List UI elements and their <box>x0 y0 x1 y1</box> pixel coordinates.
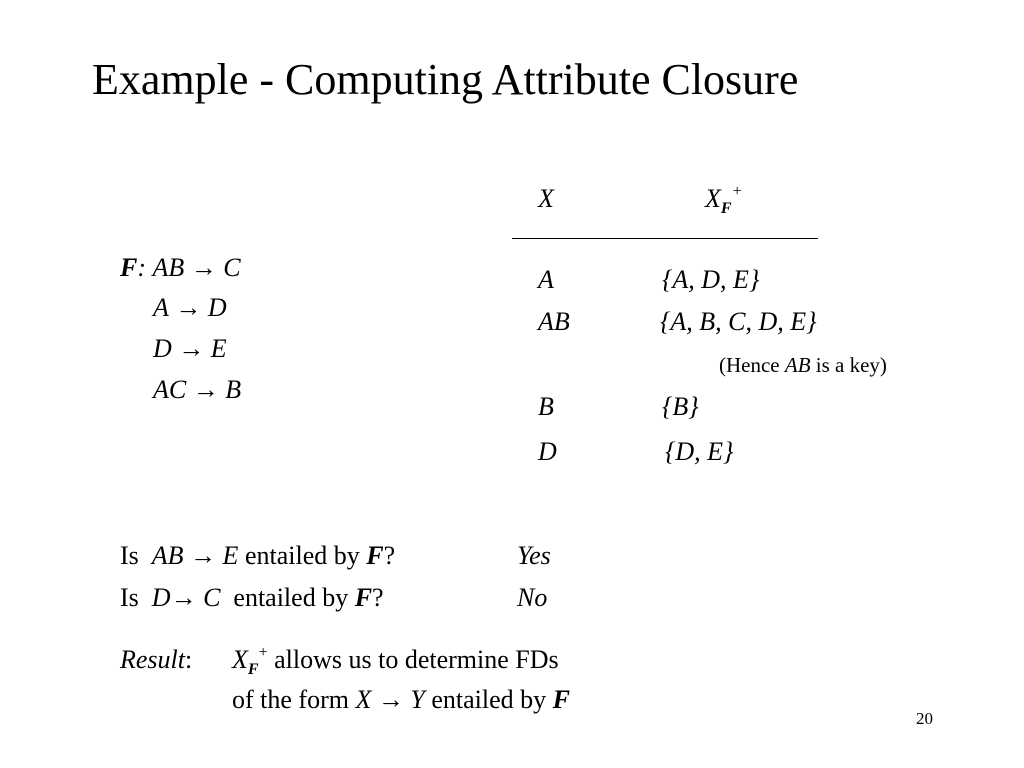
result-x-superscript: + <box>258 644 268 661</box>
key-note-em: AB <box>784 353 811 377</box>
question-2-answer: No <box>517 583 548 612</box>
fd-colon: : <box>137 253 147 282</box>
closure-row-value: {D, E} <box>665 437 734 466</box>
fd-lhs: AC <box>153 375 187 404</box>
question-rhs: E <box>222 541 239 570</box>
closure-row-value: {B} <box>662 392 699 421</box>
question-lhs: D <box>151 583 171 612</box>
result-line-2-y: Y <box>410 685 425 714</box>
result-line-1 <box>120 644 192 676</box>
result-x-base: X <box>232 645 248 674</box>
question-lhs: AB <box>151 541 184 570</box>
closure-col-closure-header <box>705 183 743 217</box>
fd-rhs: E <box>210 334 227 363</box>
fd-lhs: A <box>153 293 169 322</box>
result-line-1-rest: allows us to determine FDs <box>267 645 559 674</box>
fd-arrow: → <box>192 375 219 404</box>
fd-line-1 <box>120 248 241 288</box>
closure-row-value: {A, D, E} <box>662 265 760 294</box>
result-line-2-arrow: → <box>377 685 404 714</box>
result-line-2-mid: entailed by <box>424 685 553 714</box>
closure-header-subscript: F <box>720 200 732 217</box>
result-line-2-x: X <box>355 685 372 714</box>
fd-rhs: D <box>207 293 227 322</box>
key-note <box>719 352 887 378</box>
key-note-pre: (Hence <box>719 353 785 377</box>
question-set: F <box>366 541 384 570</box>
question-rhs: C <box>203 583 221 612</box>
result-line-1-text <box>232 644 559 676</box>
question-arrow: → <box>190 541 217 570</box>
closure-header-superscript: + <box>731 183 743 200</box>
table-header-rule <box>512 238 818 239</box>
fd-line-3 <box>153 329 227 369</box>
question-1-answer: Yes <box>517 541 551 570</box>
key-note-post: is a key) <box>810 353 887 377</box>
fd-arrow: → <box>178 334 205 363</box>
question-set: F <box>354 583 373 612</box>
question-mid: entailed by <box>233 583 349 612</box>
slide-title: Example - Computing Attribute Closure <box>92 55 799 104</box>
result-line-2-f: F <box>552 685 570 714</box>
fd-lhs: D <box>153 334 172 363</box>
fd-lhs: AB <box>152 253 185 282</box>
question-is: Is <box>120 541 139 570</box>
question-mark: ? <box>383 541 396 570</box>
closure-row-x: D <box>538 437 557 466</box>
fd-rhs: C <box>223 253 241 282</box>
closure-row-x: A <box>538 265 554 294</box>
result-line-2 <box>232 684 570 716</box>
closure-header-base: X <box>705 184 721 213</box>
result-line-2-pre: of the form <box>232 685 356 714</box>
fd-rhs: B <box>225 375 242 404</box>
fd-line-2 <box>153 288 227 328</box>
result-colon: : <box>185 645 193 674</box>
result-x-subscript: F <box>247 661 259 678</box>
fd-arrow: → <box>190 253 217 282</box>
question-is: Is <box>120 583 139 612</box>
closure-col-x-header: X <box>538 184 554 213</box>
closure-row-x: B <box>538 392 554 421</box>
result-label: Result <box>120 645 185 674</box>
question-arrow: → <box>170 583 197 612</box>
closure-row-x: AB <box>538 307 570 336</box>
fd-set-name: F <box>120 253 138 282</box>
fd-arrow: → <box>175 293 202 322</box>
question-2 <box>120 582 384 614</box>
question-1 <box>120 540 395 572</box>
fd-line-4 <box>153 370 241 410</box>
closure-row-value: {A, B, C, D, E} <box>660 307 817 336</box>
page-number: 20 <box>916 709 933 728</box>
question-mid: entailed by <box>244 541 360 570</box>
question-mark: ? <box>372 583 384 612</box>
